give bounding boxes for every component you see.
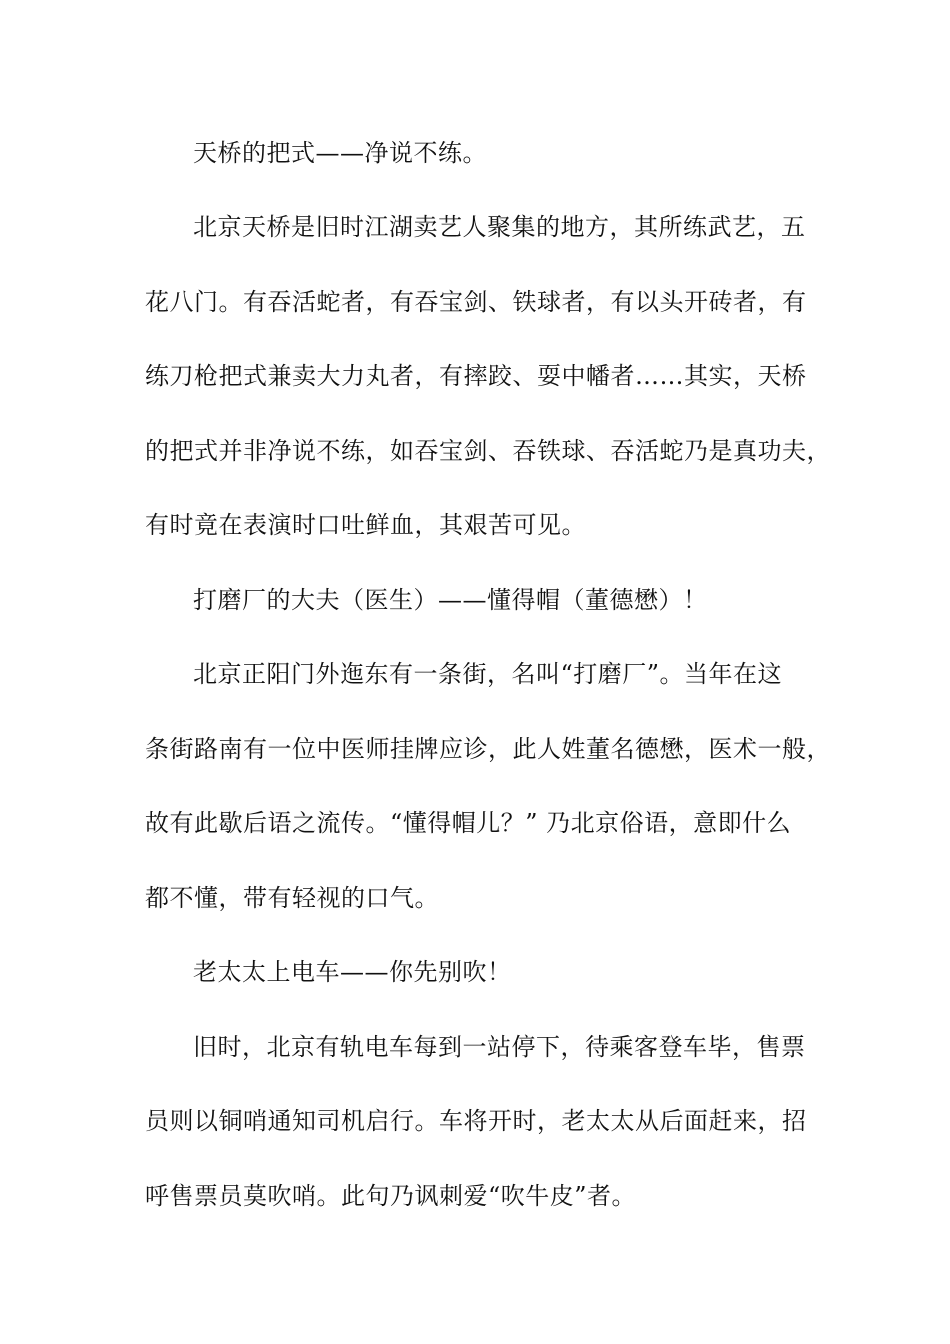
heading-dianche: 老太太上电车——你先别吹！	[193, 958, 512, 986]
paragraph-line: 练刀枪把式兼卖大力丸者，有摔跤、耍中幡者……其实，天桥	[145, 362, 807, 390]
paragraph-line: 员则以铜哨通知司机启行。车将开时，老太太从后面赶来，招	[145, 1107, 807, 1135]
paragraph-line: 故有此歇后语之流传。“懂得帽儿？” 乃北京俗语，意即什么	[145, 809, 792, 837]
paragraph-line: 都不懂，带有轻视的口气。	[145, 884, 439, 912]
paragraph-line: 条街路南有一位中医师挂牌应诊，此人姓董名德懋，医术一般，	[145, 735, 831, 763]
paragraph-line: 花八门。有吞活蛇者，有吞宝剑、铁球者，有以头开砖者，有	[145, 288, 807, 316]
paragraph-line: 的把式并非净说不练，如吞宝剑、吞铁球、吞活蛇乃是真功夫，	[145, 437, 831, 465]
paragraph-line: 旧时，北京有轨电车每到一站停下，待乘客登车毕，售票	[193, 1033, 806, 1061]
heading-tianqiao: 天桥的把式——净说不练。	[193, 139, 487, 167]
paragraph-line: 呼售票员莫吹哨。此句乃讽刺爱“吹牛皮”者。	[145, 1182, 637, 1210]
paragraph-line: 有时竟在表演时口吐鲜血，其艰苦可见。	[145, 511, 586, 539]
paragraph-line: 北京正阳门外迤东有一条街，名叫“打磨厂”。当年在这	[193, 660, 783, 688]
paragraph-line: 北京天桥是旧时江湖卖艺人聚集的地方，其所练武艺，五	[193, 213, 806, 241]
heading-damochang: 打磨厂的大夫（医生）——懂得帽（董德懋）！	[193, 586, 708, 614]
